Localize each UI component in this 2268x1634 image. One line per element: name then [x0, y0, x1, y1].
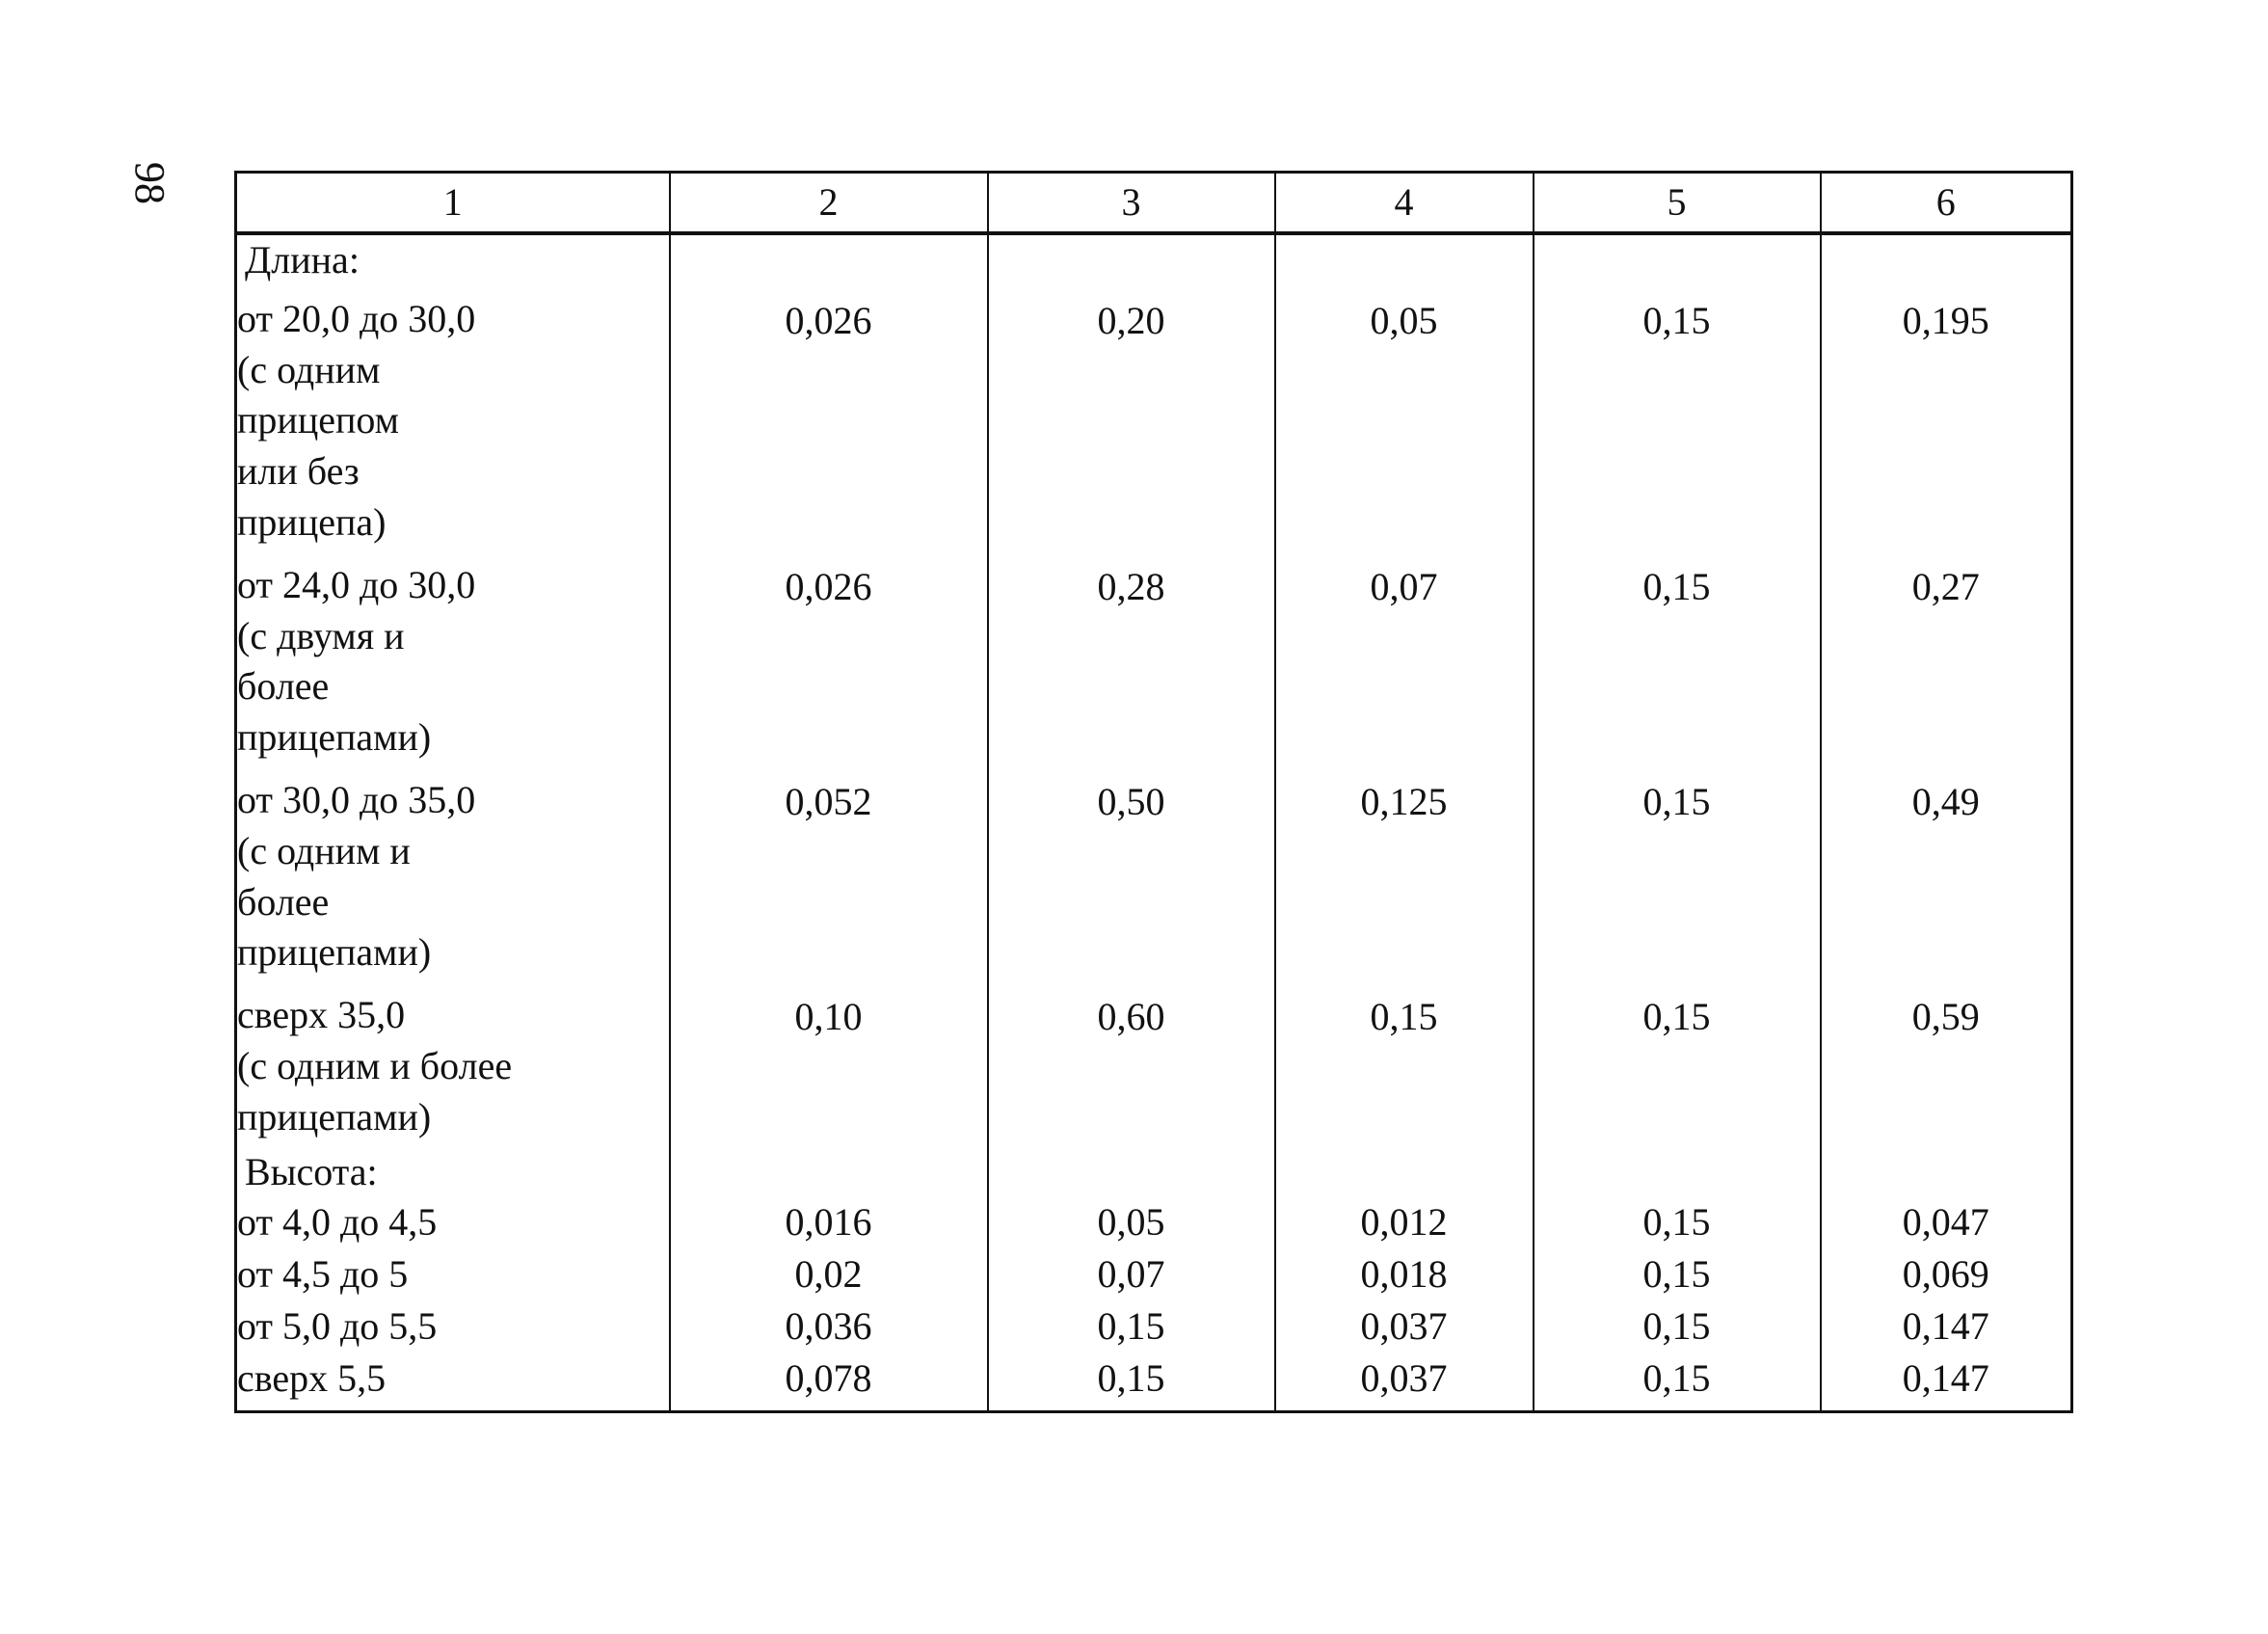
table-row	[236, 1301, 2072, 1353]
value-col-3: 0,15	[988, 1353, 1275, 1411]
value-col-3: 0,20	[988, 286, 1275, 552]
value-col-3: 0,05	[988, 1197, 1275, 1249]
value-col-6: 0,147	[1821, 1353, 2072, 1411]
header-row	[236, 173, 2072, 234]
value-col-3: 0,28	[988, 552, 1275, 767]
value-col-2: 0,078	[670, 1353, 988, 1411]
value-col-2: 0,026	[670, 552, 988, 767]
value-col-4: 0,125	[1275, 767, 1534, 982]
value-col-4: 0,012	[1275, 1197, 1534, 1249]
value-col-6: 0,069	[1821, 1249, 2072, 1301]
row-label: от 4,0 до 4,5	[236, 1197, 670, 1249]
value-col-4: 0,037	[1275, 1353, 1534, 1411]
value-col-5: 0,15	[1534, 1249, 1821, 1301]
value-col-6: 0,27	[1821, 552, 2072, 767]
table-row	[236, 1353, 2072, 1411]
section-row-length	[236, 233, 2072, 286]
column-header-5: 5	[1534, 173, 1821, 234]
value-col-3: 0,60	[988, 982, 1275, 1146]
table-row	[236, 1197, 2072, 1249]
table-row	[236, 982, 2072, 1146]
value-col-5: 0,15	[1534, 982, 1821, 1146]
value-col-4: 0,05	[1275, 286, 1534, 552]
value-col-5: 0,15	[1534, 1197, 1821, 1249]
value-col-2: 0,10	[670, 982, 988, 1146]
value-col-4: 0,07	[1275, 552, 1534, 767]
column-header-1: 1	[236, 173, 670, 234]
page-number: 98	[126, 162, 173, 204]
table-header	[236, 173, 2072, 234]
row-label: от 20,0 до 30,0 (с одним прицепом или без прицепа)	[236, 286, 670, 552]
section-row-height	[236, 1147, 2072, 1198]
row-label: от 24,0 до 30,0 (с двумя и более прицепами)	[236, 552, 670, 767]
value-col-6: 0,49	[1821, 767, 2072, 982]
value-col-5: 0,15	[1534, 1301, 1821, 1353]
value-col-5: 0,15	[1534, 552, 1821, 767]
column-header-3: 3	[988, 173, 1275, 234]
value-col-3: 0,50	[988, 767, 1275, 982]
row-label: сверх 35,0 (с одним и более прицепами)	[236, 982, 670, 1146]
row-label: от 4,5 до 5	[236, 1249, 670, 1301]
value-col-6: 0,195	[1821, 286, 2072, 552]
data-table	[234, 171, 2073, 1413]
section-label-height: Высота:	[245, 1149, 378, 1193]
value-col-2: 0,036	[670, 1301, 988, 1353]
table-row	[236, 286, 2072, 552]
value-col-6: 0,59	[1821, 982, 2072, 1146]
value-col-4: 0,018	[1275, 1249, 1534, 1301]
row-label: от 30,0 до 35,0 (с одним и более прицепами)	[236, 767, 670, 982]
row-label: от 5,0 до 5,5	[236, 1301, 670, 1353]
column-header-2: 2	[670, 173, 988, 234]
value-col-2: 0,026	[670, 286, 988, 552]
value-col-4: 0,037	[1275, 1301, 1534, 1353]
value-col-3: 0,15	[988, 1301, 1275, 1353]
row-label: сверх 5,5	[236, 1353, 670, 1411]
value-col-2: 0,052	[670, 767, 988, 982]
section-label-length: Длина:	[245, 238, 360, 281]
value-col-5: 0,15	[1534, 767, 1821, 982]
value-col-6: 0,147	[1821, 1301, 2072, 1353]
value-col-3: 0,07	[988, 1249, 1275, 1301]
table-row	[236, 552, 2072, 767]
value-col-5: 0,15	[1534, 286, 1821, 552]
value-col-2: 0,02	[670, 1249, 988, 1301]
value-col-6: 0,047	[1821, 1197, 2072, 1249]
table-body	[236, 233, 2072, 1411]
value-col-4: 0,15	[1275, 982, 1534, 1146]
column-header-4: 4	[1275, 173, 1534, 234]
value-col-2: 0,016	[670, 1197, 988, 1249]
table-row	[236, 767, 2072, 982]
column-header-6: 6	[1821, 173, 2072, 234]
table-row	[236, 1249, 2072, 1301]
value-col-5: 0,15	[1534, 1353, 1821, 1411]
